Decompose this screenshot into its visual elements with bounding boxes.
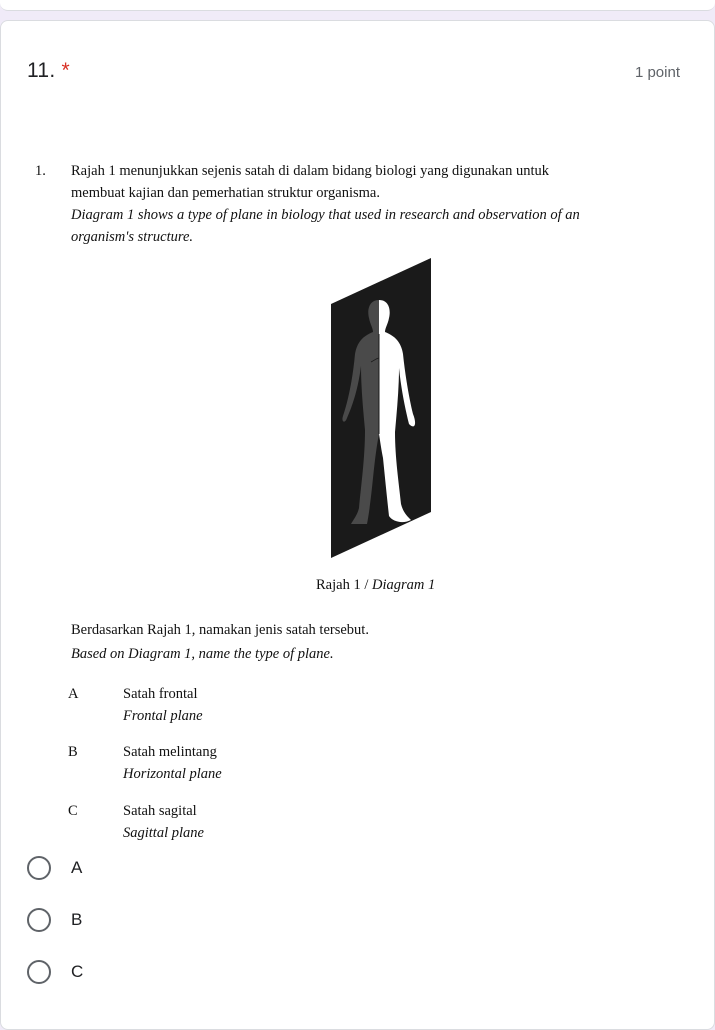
option-b-english: Horizontal plane <box>123 766 222 782</box>
choice-c[interactable] <box>27 957 227 987</box>
question-image <box>1 141 715 861</box>
choice-a[interactable] <box>27 853 227 883</box>
sagittal-plane-diagram <box>327 258 433 558</box>
stem-english-line-2: organism's structure. <box>71 229 194 245</box>
question-points: 1 point <box>634 64 680 81</box>
question-card <box>0 20 715 1030</box>
prompt-malay: Berdasarkan Rajah 1, namakan jenis satah tersebut. <box>71 622 369 638</box>
option-c-malay: Satah sagital <box>123 803 197 819</box>
caption-malay: Rajah 1 / <box>316 577 372 593</box>
option-a-english: Frontal plane <box>123 708 203 724</box>
choice-b-label: B <box>71 910 83 929</box>
option-b-malay: Satah melintang <box>123 744 217 760</box>
question-number <box>27 59 70 83</box>
choice-c-label: C <box>71 962 84 981</box>
choice-b[interactable] <box>27 905 227 935</box>
option-b-letter: B <box>68 744 78 760</box>
previous-question-card-edge <box>0 0 715 11</box>
stem-malay-line-2: membuat kajian dan pemerhatian struktur organisma. <box>71 185 380 201</box>
option-c-english: Sagittal plane <box>123 825 204 841</box>
radio-a[interactable] <box>27 856 51 880</box>
option-a-malay: Satah frontal <box>123 686 198 702</box>
stem-english-line-1: Diagram 1 shows a type of plane in biology that used in research and observation of an <box>71 207 580 223</box>
question-number-text: 11. <box>27 59 56 82</box>
required-asterisk: * <box>61 59 71 82</box>
prompt-english: Based on Diagram 1, name the type of plane. <box>71 646 334 662</box>
item-number: 1. <box>35 163 46 179</box>
radio-c[interactable] <box>27 960 51 984</box>
caption-english: Diagram 1 <box>371 577 436 593</box>
radio-b[interactable] <box>27 908 51 932</box>
diagram-caption <box>316 577 435 594</box>
choice-a-label: A <box>71 858 83 877</box>
stem-malay-line-1: Rajah 1 menunjukkan sejenis satah di dalam bidang biologi yang digunakan untuk <box>71 163 550 179</box>
option-a-letter: A <box>68 686 79 702</box>
option-c-letter: C <box>68 803 78 819</box>
